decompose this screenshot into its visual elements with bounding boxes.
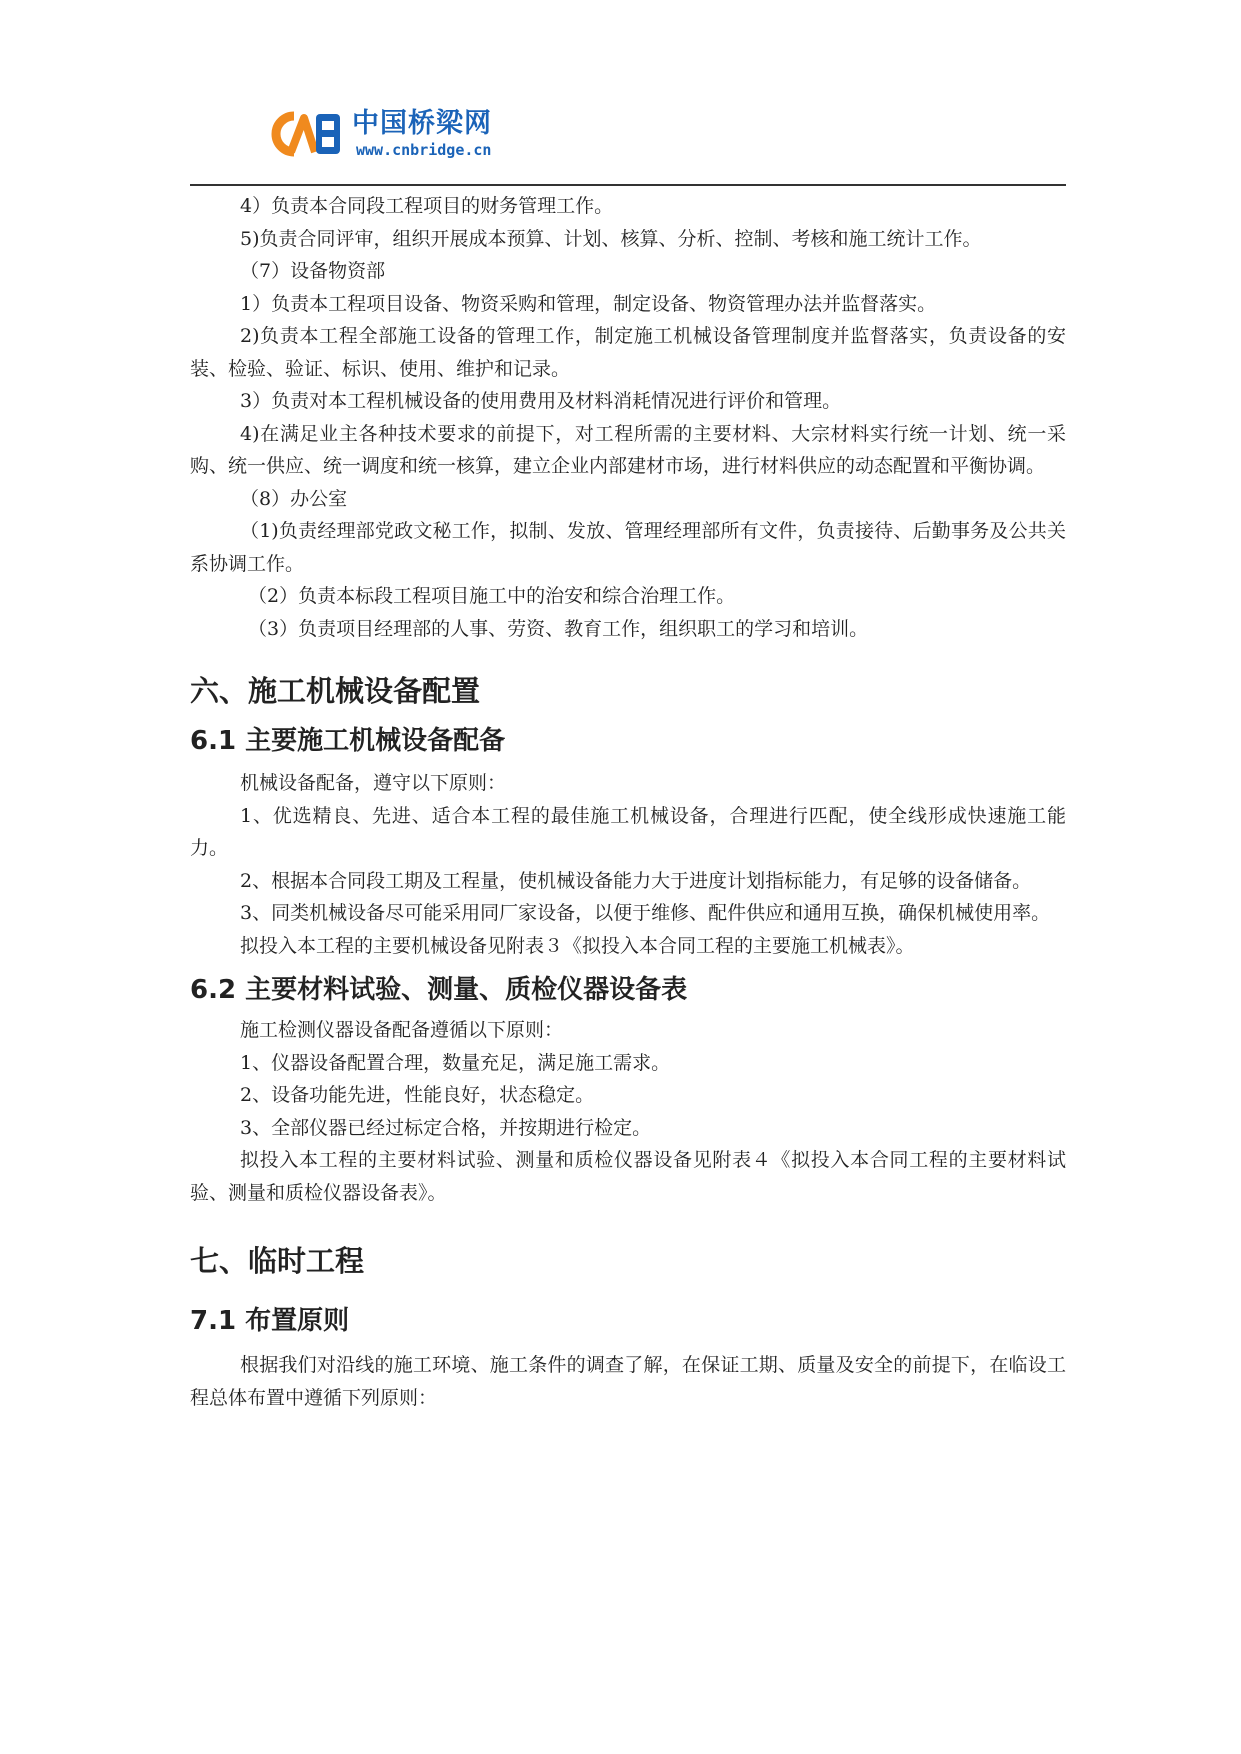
paragraph: 3、全部仪器已经过标定合格，并按期进行检定。 [240,1116,652,1139]
paragraph: 2、设备功能先进，性能良好，状态稳定。 [240,1084,595,1106]
paragraph: 3、同类机械设备尽可能采用同厂家设备，以便于维修、配件供应和通用互换，确保机械使用率。 [240,902,1051,924]
subsection-label: （7）设备物资部 [240,260,386,282]
subsection-heading-6-2: 6.2 主要材料试验、测量、质检仪器设备表 [190,975,688,1005]
paragraph: （3）负责项目经理部的人事、劳资、教育工作，组织职工的学习和培训。 [248,617,869,640]
cnbridge-logo-icon [264,106,344,162]
logo-chinese-name: 中国桥梁网 [352,108,492,139]
subsection-heading-6-1: 6.1 主要施工机械设备配备 [190,726,506,756]
subsection-heading-7-1: 7.1 布置原则 [190,1306,350,1336]
paragraph: 拟投入本工程的主要机械设备见附表３《拟投入本合同工程的主要施工机械表》。 [240,934,915,957]
section-heading-6: 六、施工机械设备配置 [190,674,481,708]
paragraph: 1）负责本工程项目设备、物资采购和管理，制定设备、物资管理办法并监督落实。 [240,292,937,315]
header-rule [190,184,1066,186]
paragraph: （2）负责本标段工程项目施工中的治安和综合治理工作。 [248,585,736,607]
site-logo [264,104,492,164]
subsection-label: （8）办公室 [240,487,348,510]
paragraph: 拟投入本工程的主要材料试验、测量和质检仪器设备见附表４《拟投入本合同工程的主要材料试验、测量和质检仪器设备表》。 [190,1149,1066,1204]
paragraph: 5)负责合同评审，组织开展成本预算、计划、核算、分析、控制、考核和施工统计工作。 [240,227,982,250]
paragraph: 1、优选精良、先进、适合本工程的最佳施工机械设备，合理进行匹配，使全线形成快速施工能力。 [190,804,1066,859]
document-body [190,190,1066,1414]
paragraph: 1、仪器设备配置合理，数量充足，满足施工需求。 [240,1051,671,1074]
section-heading-7: 七、临时工程 [190,1244,365,1278]
paragraph: 4)在满足业主各种技术要求的前提下，对工程所需的主要材料、大宗材料实行统一计划、统一采购、统一供应、统一调度和统一核算，建立企业内部建材市场，进行材料供应的动态配置和平衡协调。 [190,422,1066,477]
paragraph: 3）负责对本工程机械设备的使用费用及材料消耗情况进行评价和管理。 [240,390,842,412]
paragraph: （1)负责经理部党政文秘工作，拟制、发放、管理经理部所有文件，负责接待、后勤事务及公共关系协调工作。 [190,520,1066,575]
logo-url-text: www.cnbridge.cn [356,141,492,159]
paragraph: 施工检测仪器设备配备遵循以下原则： [240,1019,564,1041]
paragraph: 机械设备配备，遵守以下原则： [240,772,507,794]
page-header [190,100,1066,186]
paragraph: 根据我们对沿线的施工环境、施工条件的调查了解，在保证工期、质量及安全的前提下，在临设工程总体布置中遵循下列原则： [190,1354,1066,1409]
paragraph: 4）负责本合同段工程项目的财务管理工作。 [240,195,614,217]
paragraph: 2)负责本工程全部施工设备的管理工作，制定施工机械设备管理制度并监督落实，负责设备的安装、检验、验证、标识、使用、维护和记录。 [190,325,1066,380]
paragraph: 2、根据本合同段工期及工程量，使机械设备能力大于进度计划指标能力，有足够的设备储备。 [240,869,1032,892]
